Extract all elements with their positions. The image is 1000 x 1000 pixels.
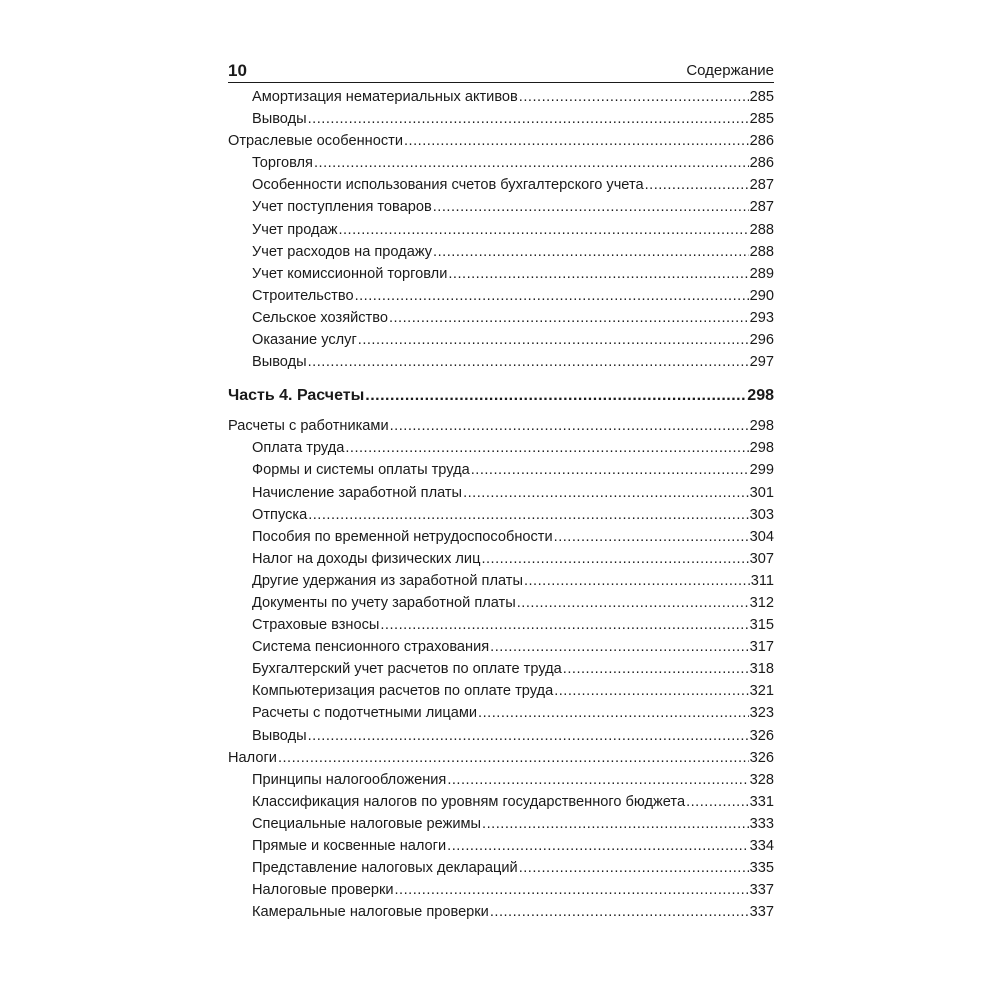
toc-section [228, 459, 774, 481]
toc-entry-page: 307 [749, 550, 774, 567]
toc-entry-title: Камеральные налоговые проверки [252, 904, 489, 921]
dot-leader [563, 658, 749, 680]
toc-entry-page: 317 [749, 639, 774, 656]
toc-section [228, 108, 774, 130]
toc-entry-title: Торговля [252, 155, 313, 172]
toc-entry-page: 333 [749, 815, 774, 832]
toc-section [228, 351, 774, 373]
toc-entry-title: Классификация налогов по уровням государственного бюджета [252, 793, 686, 810]
toc-section [228, 329, 774, 351]
toc-section [228, 702, 774, 724]
dot-leader [394, 879, 748, 901]
page-header [228, 58, 774, 83]
toc-entry-page: 301 [749, 484, 774, 501]
dot-leader [390, 415, 749, 437]
toc-entry-title: Бухгалтерский учет расчетов по оплате труда [252, 661, 562, 678]
dot-leader [433, 241, 749, 263]
table-of-contents [228, 86, 774, 923]
toc-entry-title: Пособия по временной нетрудоспособности [252, 528, 553, 545]
toc-section [228, 725, 774, 747]
toc-entry-page: 326 [749, 727, 774, 744]
dot-leader [481, 548, 748, 570]
toc-entry-page: 337 [749, 882, 774, 899]
dot-leader [645, 174, 749, 196]
toc-section [228, 437, 774, 459]
dot-leader [308, 108, 749, 130]
toc-entry-page: 290 [749, 287, 774, 304]
dot-leader [338, 219, 748, 241]
toc-entry-title: Оплата труда [252, 440, 345, 457]
toc-entry-title: Отраслевые особенности [228, 133, 403, 150]
toc-section [228, 241, 774, 263]
toc-chapter [228, 415, 774, 437]
page-number: 10 [228, 61, 247, 80]
dot-leader [404, 130, 749, 152]
toc-entry-page: 287 [749, 199, 774, 216]
toc-section [228, 879, 774, 901]
toc-entry-title: Компьютеризация расчетов по оплате труда [252, 683, 554, 700]
toc-chapter [228, 747, 774, 769]
toc-section [228, 835, 774, 857]
toc-entry-page: 286 [749, 133, 774, 150]
dot-leader [490, 901, 749, 923]
dot-leader [308, 725, 749, 747]
dot-leader [447, 769, 748, 791]
toc-section [228, 636, 774, 658]
toc-entry-page: 315 [749, 617, 774, 634]
toc-entry-page: 285 [749, 111, 774, 128]
toc-entry-page: 337 [749, 904, 774, 921]
toc-entry-title: Система пенсионного страхования [252, 639, 490, 656]
dot-leader [365, 381, 746, 411]
toc-entry-page: 334 [749, 838, 774, 854]
toc-entry-title: Сельское хозяйство [252, 309, 388, 326]
toc-chapter [228, 130, 774, 152]
toc-entry-page: 285 [749, 89, 774, 105]
dot-leader [308, 351, 749, 373]
toc-entry-title: Расчеты с работниками [228, 418, 389, 435]
toc-entry-page: 293 [749, 309, 774, 326]
toc-entry-title: Формы и системы оплаты труда [252, 462, 470, 479]
dot-leader [554, 526, 749, 548]
toc-section [228, 592, 774, 614]
dot-leader [380, 614, 748, 636]
dot-leader [463, 482, 749, 504]
document-page [228, 58, 774, 923]
toc-entry-page: 321 [749, 683, 774, 700]
toc-entry-page: 299 [749, 462, 774, 479]
toc-entry-page: 331 [749, 793, 774, 810]
toc-entry-page: 328 [749, 771, 774, 788]
dot-leader [490, 636, 748, 658]
toc-entry-title: Начисление заработной платы [252, 484, 463, 501]
toc-section [228, 482, 774, 504]
toc-entry-title: Специальные налоговые режимы [252, 815, 482, 832]
toc-entry-page: 298 [749, 440, 774, 457]
toc-entry-title: Выводы [252, 354, 307, 371]
toc-entry-title: Представление налоговых деклараций [252, 860, 518, 877]
dot-leader [358, 329, 749, 351]
toc-entry-page: 326 [749, 749, 774, 766]
toc-section [228, 680, 774, 702]
toc-entry-title: Амортизация нематериальных активов [252, 89, 518, 105]
toc-section [228, 570, 774, 592]
toc-section [228, 285, 774, 307]
toc-section [228, 263, 774, 285]
toc-section [228, 614, 774, 636]
toc-section [228, 769, 774, 791]
toc-entry-title: Налоги [228, 749, 277, 766]
dot-leader [478, 702, 749, 724]
toc-entry-title: Расчеты с подотчетными лицами [252, 705, 478, 722]
toc-entry-title: Учет расходов на продажу [252, 243, 433, 260]
toc-entry-title: Прямые и косвенные налоги [252, 838, 447, 854]
running-title: Содержание [686, 62, 774, 79]
toc-section [228, 658, 774, 680]
toc-entry-title: Учет продаж [252, 221, 338, 238]
toc-entry-page: 304 [749, 528, 774, 545]
toc-entry-title: Документы по учету заработной платы [252, 594, 516, 611]
dot-leader [308, 504, 748, 526]
toc-entry-page: 298 [749, 418, 774, 435]
toc-entry-page: 335 [749, 860, 774, 877]
toc-entry-page: 289 [749, 265, 774, 282]
toc-entry-page: 323 [749, 705, 774, 722]
dot-leader [389, 307, 749, 329]
dot-leader [278, 747, 749, 769]
toc-part-heading [228, 381, 774, 411]
toc-entry-title: Выводы [252, 727, 307, 744]
toc-entry-title: Налог на доходы физических лиц [252, 550, 481, 567]
toc-entry-page: 303 [749, 506, 774, 523]
toc-section [228, 813, 774, 835]
toc-entry-page: 311 [750, 572, 774, 589]
toc-entry-title: Учет поступления товаров [252, 199, 432, 216]
toc-section [228, 857, 774, 879]
toc-entry-title: Часть 4. Расчеты [228, 387, 365, 405]
dot-leader [471, 459, 749, 481]
toc-entry-title: Другие удержания из заработной платы [252, 572, 523, 589]
toc-entry-title: Выводы [252, 111, 307, 128]
toc-entry-title: Налоговые проверки [252, 882, 394, 899]
toc-section [228, 307, 774, 329]
dot-leader [519, 857, 749, 879]
dot-leader [345, 437, 748, 459]
toc-section [228, 219, 774, 241]
dot-leader [554, 680, 748, 702]
toc-section [228, 548, 774, 570]
toc-section [228, 152, 774, 174]
toc-entry-page: 312 [749, 594, 774, 611]
toc-entry-page: 287 [749, 177, 774, 194]
dot-leader [686, 791, 749, 813]
dot-leader [519, 86, 749, 108]
toc-section [228, 174, 774, 196]
toc-section [228, 504, 774, 526]
toc-entry-page: 296 [749, 332, 774, 349]
dot-leader [314, 152, 749, 174]
toc-section [228, 196, 774, 218]
dot-leader [517, 592, 749, 614]
dot-leader [433, 196, 749, 218]
toc-section [228, 526, 774, 548]
toc-section [228, 86, 774, 108]
toc-entry-title: Оказание услуг [252, 332, 357, 349]
dot-leader [355, 285, 749, 307]
toc-entry-title: Строительство [252, 287, 354, 304]
toc-entry-page: 288 [749, 243, 774, 260]
toc-entry-page: 318 [749, 661, 774, 678]
toc-entry-title: Особенности использования счетов бухгалтерского учета [252, 177, 644, 194]
toc-entry-page: 288 [749, 221, 774, 238]
toc-entry-page: 297 [749, 354, 774, 371]
dot-leader [448, 263, 748, 285]
toc-entry-title: Учет комиссионной торговли [252, 265, 448, 282]
toc-section [228, 791, 774, 813]
toc-section [228, 901, 774, 923]
dot-leader [447, 835, 749, 857]
toc-entry-title: Страховые взносы [252, 617, 380, 634]
toc-entry-title: Отпуска [252, 506, 308, 523]
toc-entry-title: Принципы налогообложения [252, 771, 447, 788]
toc-entry-page: 298 [747, 387, 774, 405]
dot-leader [524, 570, 750, 592]
dot-leader [482, 813, 749, 835]
toc-entry-page: 286 [749, 155, 774, 172]
